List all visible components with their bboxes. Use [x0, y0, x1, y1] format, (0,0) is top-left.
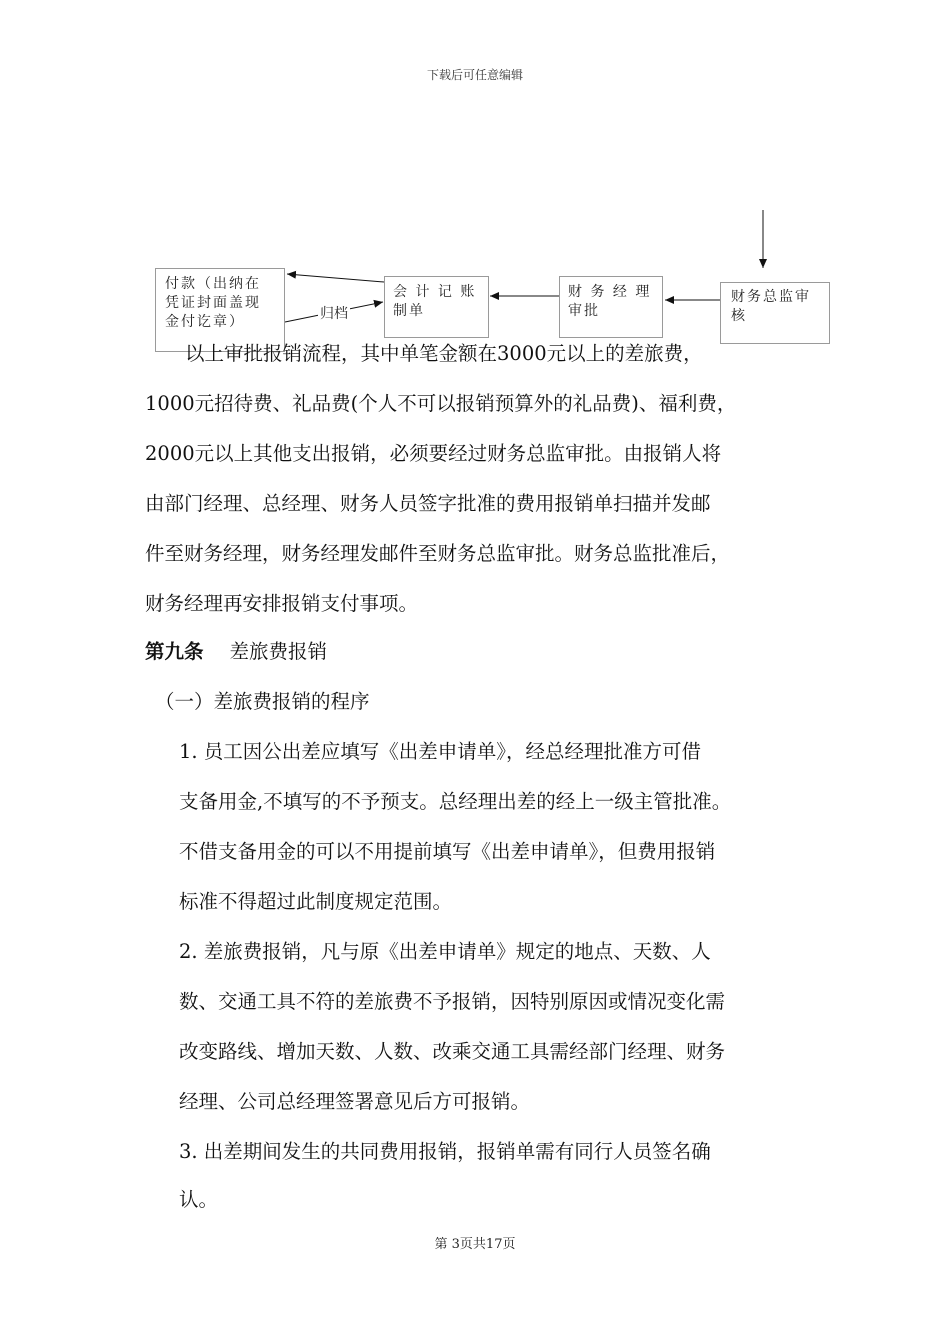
flow-node-cfo-line-2: 核 — [731, 308, 747, 324]
flow-node-finance-manager — [559, 276, 663, 338]
article-number: 第九条 — [145, 640, 204, 663]
article-heading — [145, 636, 327, 664]
body-line-1: 以上审批报销流程，其中单笔金额在3000元以上的差旅费， — [185, 342, 703, 365]
item-2-line-3: 改变路线、增加天数、人数、改乘交通工具需经部门经理、财务 — [179, 1040, 726, 1063]
flow-node-accounting-line-2: 制单 — [393, 303, 425, 319]
flow-node-accounting — [384, 276, 489, 338]
item-1-line-2: 支备用金,不填写的不予预支。总经理出差的经上一级主管批准。 — [179, 790, 732, 813]
flow-node-cfo-line-1: 财务总监审 — [731, 289, 811, 305]
item-3-line-1: 3. 出差期间发生的共同费用报销，报销单需有同行人员签名确 — [179, 1140, 711, 1163]
item-1-line-1: 1. 员工因公出差应填写《出差申请单》，经总经理批准方可借 — [179, 740, 702, 763]
item-1-line-3: 不借支备用金的可以不用提前填写《出差申请单》，但费用报销 — [179, 840, 716, 863]
item-3-line-2: 认。 — [179, 1188, 219, 1211]
body-line-5: 件至财务经理，财务经理发邮件至财务总监审批。财务总监批准后， — [145, 542, 731, 565]
page-header: 下载后可任意编辑 — [426, 68, 523, 82]
approval-flowchart — [0, 0, 950, 360]
item-2-line-1: 2. 差旅费报销，凡与原《出差申请单》规定的地点、天数、人 — [179, 940, 711, 963]
flow-node-finance-manager-line-2: 审批 — [568, 303, 600, 319]
flow-edge-label: 归档 — [318, 303, 350, 323]
flow-node-payment-line-2: 凭证封面盖现 — [165, 295, 261, 311]
flow-node-accounting-line-1: 会 计 记 账 — [393, 284, 477, 300]
page-footer: 第 3页共17页 — [434, 1237, 516, 1252]
article-title: 差旅费报销 — [229, 640, 328, 663]
flow-node-cfo — [720, 282, 830, 344]
flow-node-payment-line-1: 付款（出纳在 — [165, 276, 261, 292]
arrow-accounting-to-payment — [287, 274, 384, 282]
body-line-6: 财务经理再安排报销支付事项。 — [145, 592, 419, 615]
flow-node-finance-manager-line-1: 财 务 经 理 — [568, 284, 652, 300]
item-1-line-4: 标准不得超过此制度规定范围。 — [179, 890, 453, 913]
section-heading: （一）差旅费报销的程序 — [155, 690, 370, 713]
flow-node-payment-line-3: 金付讫章） — [165, 314, 245, 330]
body-line-4: 由部门经理、总经理、财务人员签字批准的费用报销单扫描并发邮 — [145, 492, 711, 515]
body-line-2: 1000元招待费、礼品费(个人不可以报销预算外的礼品费)、福利费， — [145, 392, 737, 415]
item-2-line-2: 数、交通工具不符的差旅费不予报销，因特别原因或情况变化需 — [179, 990, 726, 1013]
body-line-3: 2000元以上其他支出报销，必须要经过财务总监审批。由报销人将 — [145, 442, 722, 465]
item-2-line-4: 经理、公司总经理签署意见后方可报销。 — [179, 1090, 531, 1113]
